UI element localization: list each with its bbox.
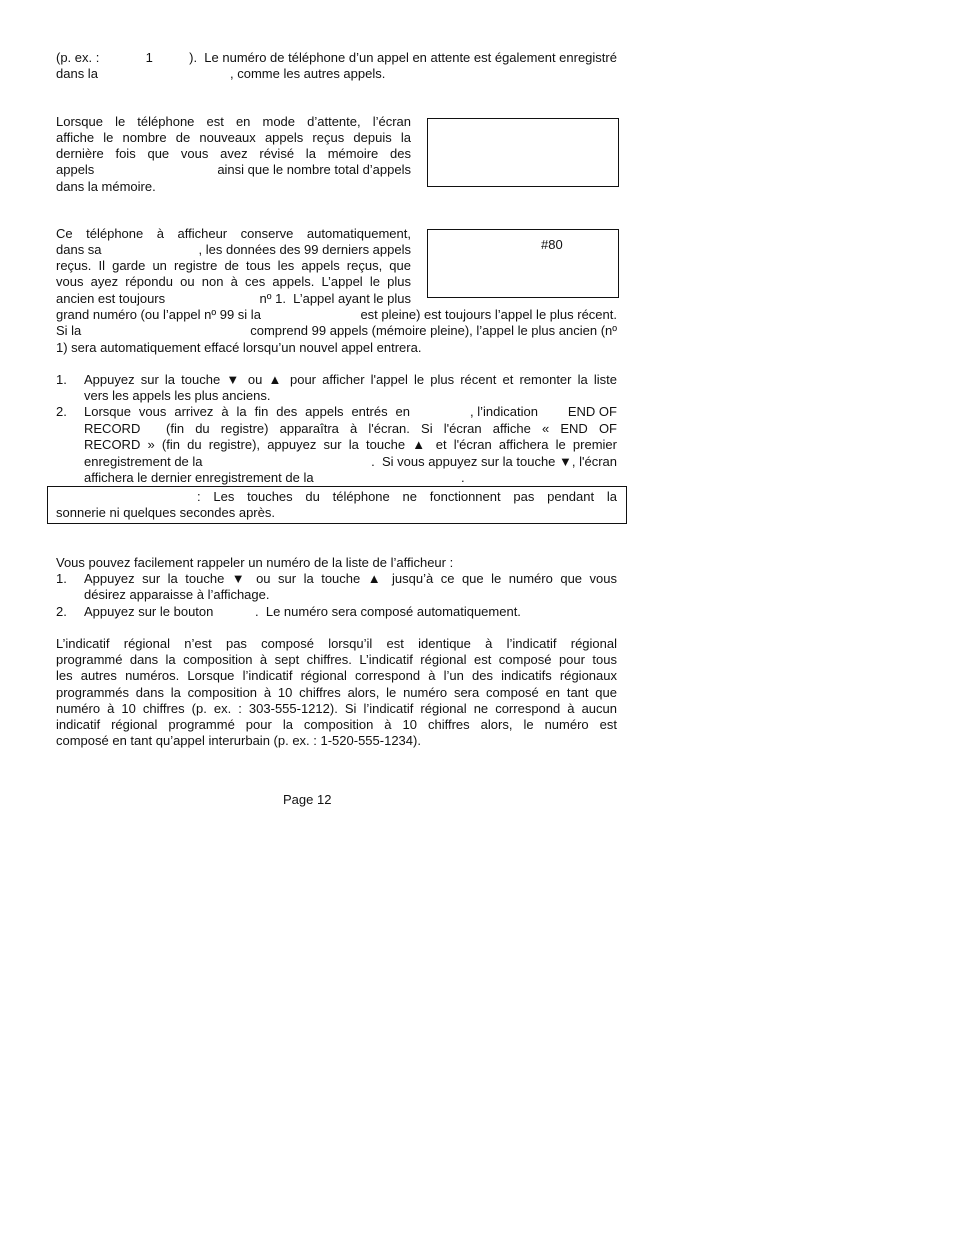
memory-line-2b: , les données des 99 derniers appels — [198, 242, 411, 257]
step-2-line-4b: . Si vous appuyez sur la touche ▼, l'écran — [371, 454, 617, 469]
standby-line-3 — [56, 146, 411, 162]
standby-line-4b: ainsi que le nombre total d’appels — [217, 162, 411, 177]
area-code-line-3: les autres numéros. Lorsque l’indicatif régional correspond à l’un des indicatifs régionaux — [56, 668, 617, 683]
standby-line-1 — [56, 114, 411, 130]
redial-step-1-line-1: Appuyez sur la touche ▼ ou sur la touche ▲ jusqu’à ce que le numéro que vous — [84, 571, 617, 586]
memory-line-3: reçus. Il garde un registre de tous les appels reçus, que — [56, 258, 411, 273]
memory-line-8: 1) sera automatiquement effacé lorsqu’un nouvel appel entrera. — [56, 340, 422, 355]
step-number: 1. — [56, 372, 67, 387]
redial-step-2-line-1b: . Le numéro sera composé automatiquement. — [255, 604, 521, 619]
area-code-line-1: L’indicatif régional n’est pas composé lorsqu’il est identique à l’indicatif régional — [56, 636, 617, 651]
standby-text: affiche le nombre de nouveaux appels reçus depuis la — [56, 130, 411, 145]
intro-text: 1 — [145, 50, 153, 65]
area-code-line-7: composé en tant qu’appel interurbain (p. ex. : 1-520-555-1234). — [56, 733, 421, 748]
intro-text: (p. ex. : — [56, 50, 100, 65]
step-2-line-4a: enregistrement de la — [84, 454, 203, 469]
memory-line-6a: grand numéro (ou l’appel nº 99 si la — [56, 307, 261, 322]
memory-line-7a: Si la — [56, 323, 82, 338]
step-2-line-1b: , l’indication — [470, 404, 538, 419]
note-line-1: : Les touches du téléphone ne fonctionnent pas pendant la — [197, 489, 617, 504]
step-2-line-1c: END OF — [567, 404, 617, 419]
step-2-line-1a: Lorsque vous arrivez à la fin des appels entrés en — [84, 404, 410, 419]
display-record-count: #80 — [541, 237, 563, 252]
note-line-2: sonnerie ni quelques secondes après. — [56, 505, 275, 520]
standby-line-5: dans la mémoire. — [56, 179, 156, 194]
intro-line-2a: dans la — [56, 66, 98, 81]
standby-line-2 — [56, 130, 411, 146]
step-2-line-5b: . — [461, 470, 465, 485]
memory-line-6b: est pleine) est toujours l’appel le plus récent. — [360, 307, 617, 322]
display-screen-box — [427, 118, 619, 187]
step-number: 1. — [56, 571, 67, 586]
memory-line-1: Ce téléphone à afficheur conserve automatiquement, — [56, 226, 411, 241]
standby-line-4a: appels — [56, 162, 95, 177]
memory-line-5a: ancien est toujours — [56, 291, 166, 306]
step-number: 2. — [56, 404, 67, 419]
memory-line-2a: dans sa — [56, 242, 102, 257]
intro-text: ). Le numéro de téléphone d’un appel en attente est également enregistré — [189, 50, 617, 65]
step-1-line-1: Appuyez sur la touche ▼ ou ▲ pour afficher l'appel le plus récent et remonter la liste — [84, 372, 617, 387]
area-code-line-2: programmé dans la composition à sept chiffres. L’indicatif régional est composé pour tous — [56, 652, 617, 667]
standby-text: Lorsque le téléphone est en mode d’attente, l’écran — [56, 114, 411, 129]
step-2-line-5a: affichera le dernier enregistrement de la — [84, 470, 314, 485]
page-number: Page 12 — [283, 792, 332, 807]
area-code-line-5: numéro à 10 chiffres (p. ex. : 303-555-1212). Si l’indicatif régional ne correspond à aucun — [56, 701, 617, 716]
memory-line-4: vous ayez répondu ou non à ces appels. L’appel le plus — [56, 274, 411, 289]
area-code-line-6: indicatif régional programmé pour la composition à 10 chiffres alors, le numéro est — [56, 717, 617, 732]
step-2-line-2b: (fin du registre) apparaîtra à l'écran. Si l'écran affiche « END OF — [166, 421, 617, 436]
area-code-line-4: programmés dans la composition à 10 chiffres alors, le numéro sera composé en tant que — [56, 685, 617, 700]
memory-line-5b: nº 1. L’appel ayant le plus — [259, 291, 411, 306]
step-2-line-2a: RECORD — [84, 421, 141, 436]
step-2-line-3: RECORD » (fin du registre), appuyez sur la touche ▲ et l'écran affichera le premier — [84, 437, 617, 452]
redial-step-2-line-1a: Appuyez sur le bouton — [84, 604, 214, 619]
redial-intro: Vous pouvez facilement rappeler un numéro de la liste de l’afficheur : — [56, 555, 454, 570]
display-screen-box-2 — [427, 229, 619, 298]
intro-line-2b: , comme les autres appels. — [230, 66, 386, 81]
step-number: 2. — [56, 604, 67, 619]
step-1-line-2: vers les appels les plus anciens. — [84, 388, 271, 403]
standby-text: dernière fois que vous avez révisé la mémoire des — [56, 146, 411, 161]
memory-line-7b: comprend 99 appels (mémoire pleine), l’appel le plus ancien (nº — [250, 323, 617, 338]
intro-line-1 — [56, 50, 617, 66]
redial-step-1-line-2: désirez apparaisse à l’affichage. — [84, 587, 270, 602]
